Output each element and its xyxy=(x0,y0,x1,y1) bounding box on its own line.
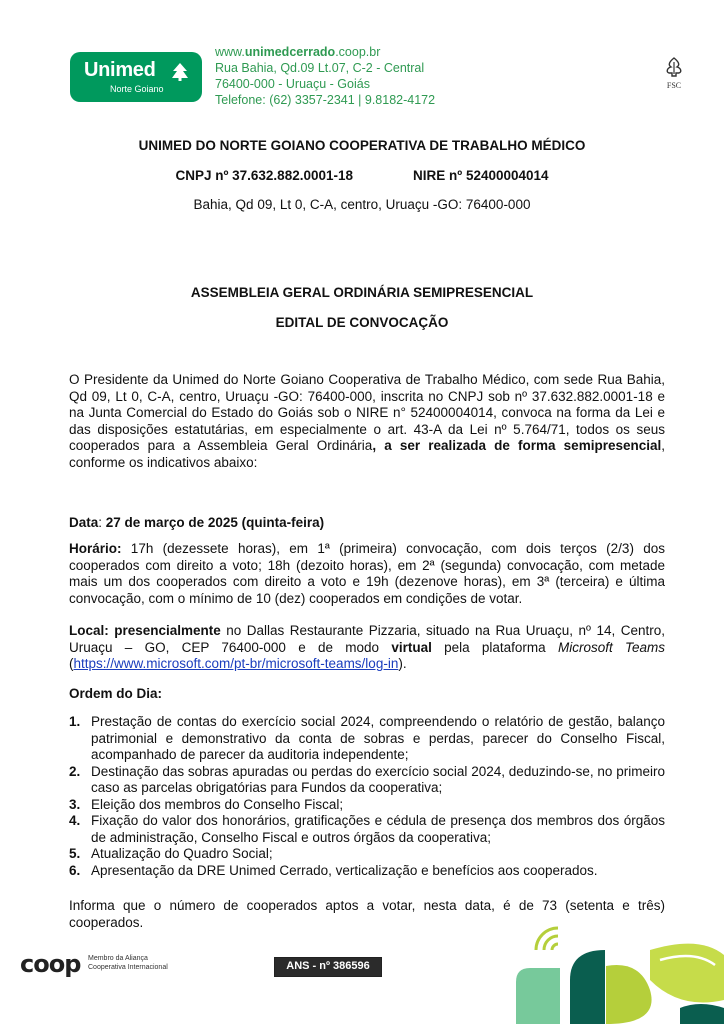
website-url[interactable]: www.unimedcerrado.coop.br xyxy=(215,45,381,59)
contact-phone: Telefone: (62) 3357-2341 | 9.8182-4172 xyxy=(215,93,436,107)
company-ids xyxy=(0,168,724,183)
agenda-item: 6. Apresentação da DRE Unimed Cerrado, verticalização e benefícios aos cooperados. xyxy=(69,862,598,878)
signal-arcs-icon xyxy=(536,928,558,950)
meeting-schedule: Horário: 17h (dezessete horas), em 1ª (primeira) convocação, com dois terços (2/3) dos cooperados com direito a voto; 18h (dezoito horas), em 2ª (segunda) convocação, com metade mais um dos cooperados com direito a voto e 19h (dezenove horas), em 3ª (terceira) e última convocação, com o mínimo de 10 (dez) cooperados em condições de votar. xyxy=(69,541,665,606)
logo-text: Unimed xyxy=(84,59,156,81)
cnpj: CNPJ nº 37.632.882.0001-18 xyxy=(175,168,354,183)
fsc-tree-icon xyxy=(659,56,689,78)
logo-subtitle: Norte Goiano xyxy=(110,84,164,94)
coop-word: coop xyxy=(20,950,81,978)
agenda-item: 1. Prestação de contas do exercício social 2024, compreendendo o relatório de gestão, balanço patrimonial e demonstrativo da conta de sobras e perdas, parecer do Conselho Fiscal, acompanhado de parecer da auditoria independente; xyxy=(69,714,665,762)
agenda-list xyxy=(69,714,665,879)
contact-address: Rua Bahia, Qd.09 Lt.07, C-2 - Central xyxy=(215,61,425,75)
unimed-tree-icon xyxy=(169,62,191,82)
agenda-item: 2. Destinação das sobras apuradas ou perdas do exercício social 2024, deduzindo-se, no primeiro caso as parcelas obrigatórias para Fundos da cooperativa; xyxy=(69,763,665,795)
nire: NIRE nº 52400004014 xyxy=(413,168,549,183)
edital-title: EDITAL DE CONVOCAÇÃO xyxy=(275,315,449,330)
assembly-title: ASSEMBLEIA GERAL ORDINÁRIA SEMIPRESENCIAL xyxy=(190,285,534,300)
company-name: UNIMED DO NORTE GOIANO COOPERATIVA DE TRABALHO MÉDICO xyxy=(138,138,586,153)
agenda-item: 5. Atualização do Quadro Social; xyxy=(69,846,273,861)
contact-city: 76400-000 - Uruaçu - Goiás xyxy=(215,77,370,91)
teams-login-link[interactable]: https://www.microsoft.com/pt-br/microsoft-teams/log-in xyxy=(73,656,399,671)
agenda-item: 3. Eleição dos membros do Conselho Fiscal; xyxy=(69,796,344,812)
decorative-graphic xyxy=(510,920,724,1024)
intro-paragraph: O Presidente da Unimed do Norte Goiano Cooperativa de Trabalho Médico, com sede Rua Bahia, Qd 09, Lt 0, C-A, centro, Uruaçu -GO: 76400-000, inscrita no CNPJ sob nº 37.632.882.0001-18 e na Junta Comercial do Estado do Goiás sob o NIRE n° 52400004014, convoca na forma da Lei e das disposições estatutárias, em especialmente o art. 43-A da Lei nº 5.764/71, todos os seus cooperados para a Assembleia Geral Ordinária, a ser realizada de forma semipresencial, conforme os indicativos abaixo: xyxy=(69,372,665,470)
ans-badge: ANS - nº 386596 xyxy=(274,957,382,977)
agenda-item: 4. Fixação do valor dos honorários, gratificações e cédula de presença dos membros dos órgãos de administração, Conselho Fiscal e outros órgãos da cooperativa; xyxy=(69,813,665,845)
agenda-title: Ordem do Dia: xyxy=(69,686,163,701)
meeting-location: Local: presencialmente no Dallas Restaurante Pizzaria, situado na Rua Uruaçu, nº 14, Centro, Uruaçu – GO, CEP 76400-000 e de modo virtual pela plataforma Microsoft Teams (https://www.microsoft.com/pt-br/microsoft-teams/log-in). xyxy=(69,623,666,671)
contact-info xyxy=(215,44,435,108)
coop-caption: Membro da Aliança Cooperativa Internacional xyxy=(88,955,168,971)
meeting-date: Data: 27 de março de 2025 (quinta-feira) xyxy=(69,515,325,530)
unimed-logo xyxy=(70,52,202,102)
fsc-label: FSC xyxy=(666,81,682,90)
final-paragraph: Informa que o número de cooperados aptos a votar, nesta data, é de 73 (setenta e três) cooperados. xyxy=(69,898,665,930)
fsc-logo xyxy=(657,56,691,90)
company-address: Bahia, Qd 09, Lt 0, C-A, centro, Uruaçu -GO: 76400-000 xyxy=(193,197,531,212)
